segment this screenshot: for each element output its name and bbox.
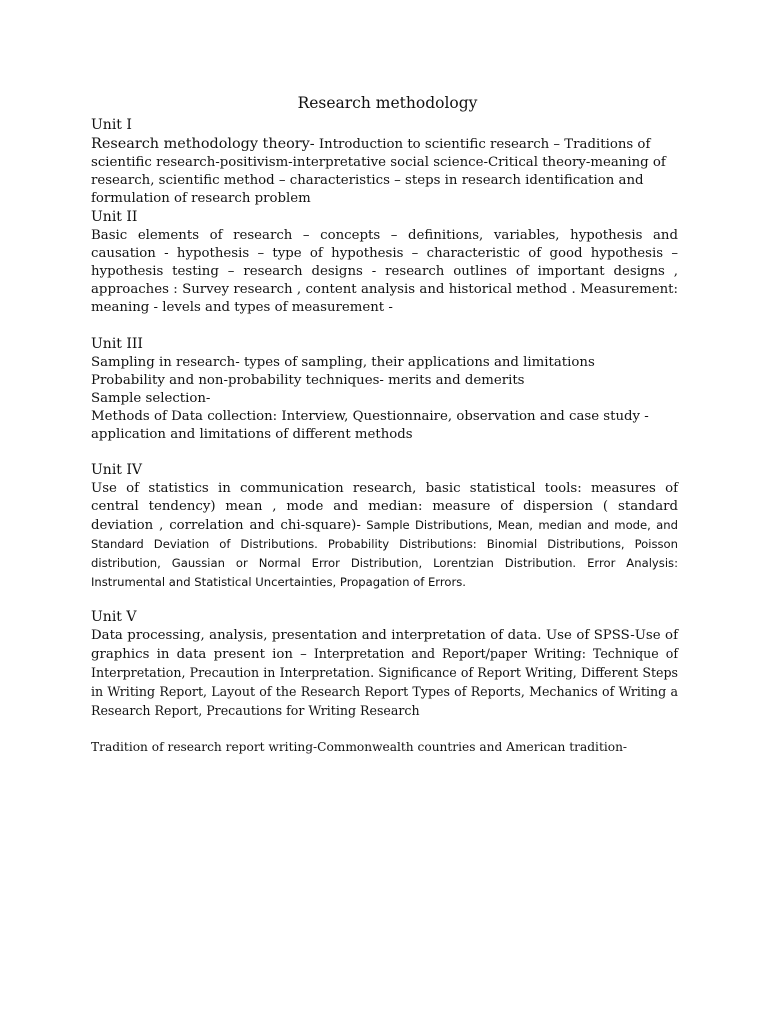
unit-3-line: Methods of Data collection: Interview, Questionnaire, observation and case study - application and limitations of different methods (91, 409, 649, 442)
unit-4-heading: Unit IV (91, 462, 143, 478)
unit-3-line: Probability and non-probability techniques- merits and demerits (91, 373, 525, 388)
unit-4-sans-text: Sample Distributions, Mean, median and mode, and Standard Deviation of Distributions. Probability Distributions: Binomial Distributions, Poisson distribution, Gaussian or Normal Error Distribution, Lorentzian Distribution. Error Analysis: Instrumental and Statistical Uncertainties, Propagation of Errors. (91, 518, 678, 589)
unit-1-text: Introduction to scientific research – Traditions of scientific research-positivism-interpretative social science-Critical theory-meaning of research, scientific method – characteristics – steps in research identification and formulation of research problem (91, 137, 666, 206)
page-title: Research methodology (297, 94, 478, 112)
unit-3-line: Sampling in research- types of sampling, their applications and limitations (91, 355, 595, 370)
unit-3-section (91, 335, 678, 444)
document-content (91, 92, 678, 756)
unit-2-text: Basic elements of research – concepts – definitions, variables, hypothesis and causation - hypothesis – type of hypothesis – characteristic of good hypothesis – hypothesis testing – research designs - research outlines of important designs , approaches : Survey research , content analysis and historical method . Measurement: meaning - levels and types of measurement - (91, 228, 678, 315)
unit-5-heading: Unit V (91, 609, 137, 625)
unit-5-small-text: Interpretation and Report/paper Writing: Technique of Interpretation, Precaution in Interpretation. Significance of Report Writing, Different Steps in Writing Report, Layout of the Research Report Types of Reports, Mechanics of Writing a Research Report, Precautions for Writing Research (91, 646, 678, 718)
unit-4-section (91, 461, 678, 592)
unit-5-section (91, 608, 678, 721)
unit-3-line: Sample selection- (91, 391, 211, 406)
unit-3-heading: Unit III (91, 336, 143, 352)
closing-line: Tradition of research report writing-Commonwealth countries and American tradition- (91, 740, 628, 754)
unit-4-body (91, 480, 678, 592)
unit-1-section (91, 116, 678, 208)
unit-4-serif-text: Use of statistics in communication research, basic statistical tools: measures of central tendency) mean , mode and median: measure of dispersion ( standard deviation , correlation and chi-square)- (91, 481, 678, 533)
unit-1-heading: Unit I (91, 117, 132, 133)
unit-2-section (91, 208, 678, 317)
unit-1-lead: Research methodology theory- (91, 136, 315, 152)
unit-5-large-text: Data processing, analysis, presentation and interpretation of data. Use of SPSS-Use of graphics in data present ion – (91, 628, 678, 662)
unit-2-heading: Unit II (91, 209, 138, 225)
unit-5-body (91, 627, 678, 721)
unit-1-body (91, 135, 678, 208)
